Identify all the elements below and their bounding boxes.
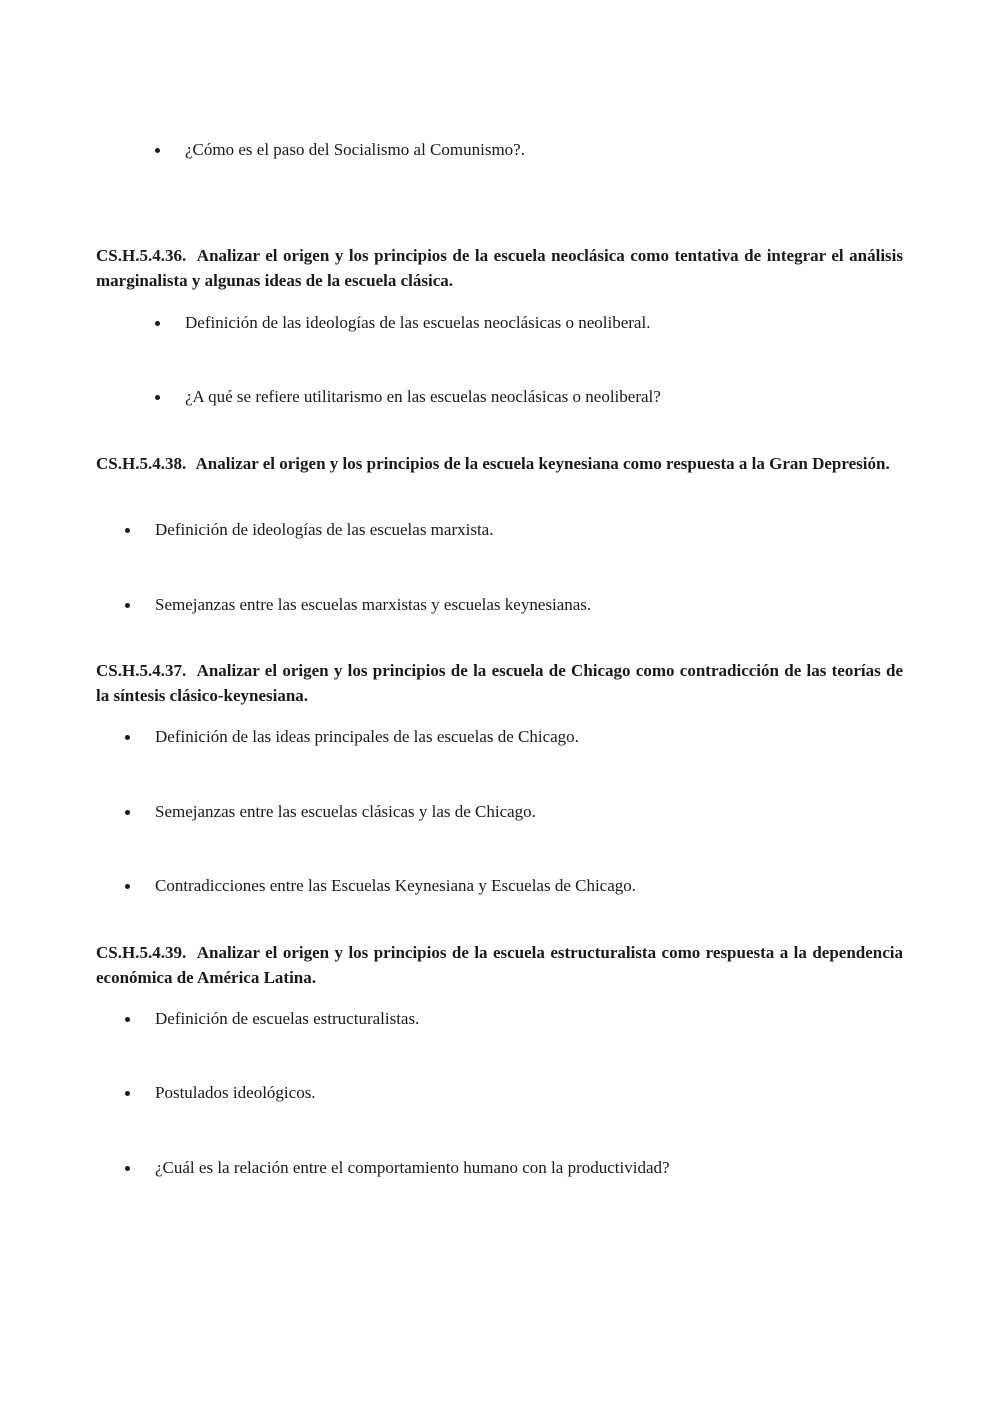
section-heading (96, 658, 903, 708)
section-title: Analizar el origen y los principios de la escuela neoclásica como tentativa de integrar el análisis marginalista y algunas ideas de la escuela clásica. (96, 246, 904, 290)
list-item-text: Semejanzas entre las escuelas clásicas y las de Chicago. (155, 802, 536, 821)
list-item-text: ¿Cuál es la relación entre el comportamiento humano con la productividad? (155, 1158, 670, 1177)
list-item-text: Postulados ideológicos. (155, 1083, 316, 1102)
list-item-text: Definición de las ideas principales de las escuelas de Chicago. (155, 727, 579, 746)
bullet-icon (125, 810, 130, 815)
section-title: Analizar el origen y los principios de la escuela de Chicago como contradicción de las teorías de la síntesis clásico-keynesiana. (96, 661, 903, 705)
bullet-icon (125, 1091, 130, 1096)
bullet-icon (125, 528, 130, 533)
section-heading (96, 940, 903, 990)
bullet-icon (155, 148, 160, 153)
section-title: Analizar el origen y los principios de la escuela keynesiana como respuesta a la Gran Depresión. (195, 454, 890, 473)
list-item-text: Semejanzas entre las escuelas marxistas y escuelas keynesianas. (155, 595, 592, 614)
bullet-icon (125, 1166, 130, 1171)
section-code: CS.H.5.4.38. (96, 454, 187, 473)
bullet-icon (125, 884, 130, 889)
section-heading (96, 451, 903, 476)
section-title: Analizar el origen y los principios de la escuela estructuralista como respuesta a la dependencia económica de América Latina. (96, 943, 903, 987)
list-item-text: ¿A qué se refiere utilitarismo en las escuelas neoclásicas o neoliberal? (185, 387, 661, 406)
section-code: CS.H.5.4.39. (96, 943, 187, 962)
list-item-text: Contradicciones entre las Escuelas Keynesiana y Escuelas de Chicago. (155, 876, 637, 895)
bullet-icon (125, 1017, 130, 1022)
bullet-icon (155, 395, 160, 400)
list-item-text: Definición de escuelas estructuralistas. (155, 1009, 420, 1028)
bullet-icon (125, 603, 130, 608)
section-code: CS.H.5.4.36. (96, 246, 187, 265)
bullet-icon (155, 321, 160, 326)
section-heading (96, 243, 903, 293)
bullet-icon (125, 735, 130, 740)
list-item-text: Definición de las ideologías de las escuelas neoclásicas o neoliberal. (185, 313, 651, 332)
section-code: CS.H.5.4.37. (96, 661, 187, 680)
list-item-text: ¿Cómo es el paso del Socialismo al Comunismo?. (185, 140, 525, 159)
list-item-text: Definición de ideologías de las escuelas marxista. (155, 520, 494, 539)
